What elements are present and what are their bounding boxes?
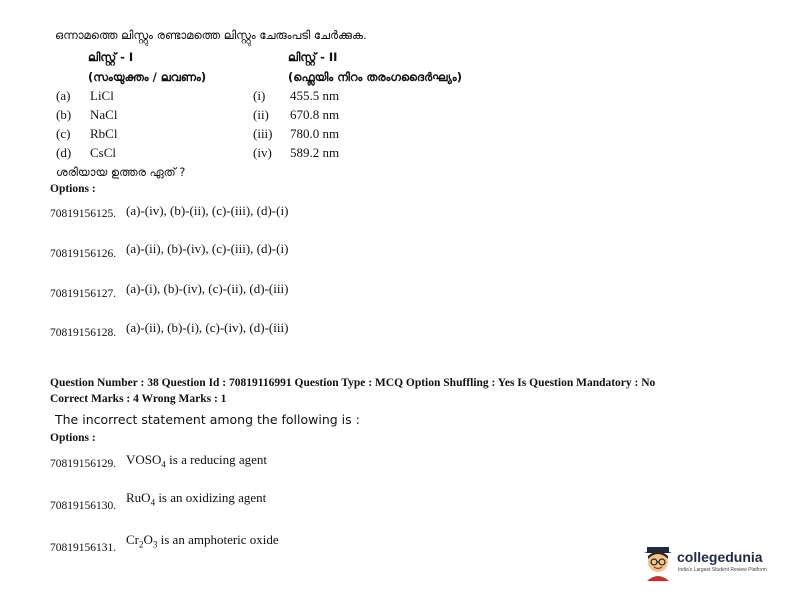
q2-option-1-id: 70819156129. [50,458,117,470]
q1-option-1-text[interactable]: (a)-(iv), (b)-(ii), (c)-(iii), (d)-(i) [126,203,289,218]
q1-instruction: ഒന്നാമത്തെ ലിസ്റ്റും രണ്ടാമത്തെ ലിസ്റ്റും ചേരുംപടി ചേർക്കുക. [55,28,367,42]
q1-option-2-id: 70819156126. [50,248,117,260]
formula-main: RuO [126,490,151,505]
formula-main: VOSO [126,452,162,467]
collegedunia-logo [641,545,791,581]
formula-subscript-2: 3 [152,539,158,550]
logo-name: collegedunia [677,549,763,565]
list1-title: ലിസ്റ്റ് - I [88,50,134,64]
row-b-label: (b) [56,107,72,122]
row-b-compound: NaCl [90,107,118,122]
row-d-roman: (iv) [253,145,272,160]
row-c-compound: RbCl [90,126,118,141]
q2-option-1-text[interactable] [126,452,267,470]
option-statement: is an oxidizing agent [155,490,267,505]
list1-subtitle: (സംയുക്തം / ലവണം) [88,70,207,84]
q2-option-3-text[interactable] [126,532,279,550]
q1-prompt: ശരിയായ ഉത്തര ഏത് ? [56,165,186,179]
row-d-wavelength: 589.2 nm [290,145,340,160]
option-statement: is an amphoteric oxide [157,532,279,547]
row-c-wavelength: 780.0 nm [290,126,340,141]
row-c-roman: (iii) [253,126,273,141]
option-statement: is a reducing agent [165,452,267,467]
q2-option-2-id: 70819156130. [50,500,117,512]
row-a-compound: LiCl [90,88,114,103]
q2-meta-line1: Question Number : 38 Question Id : 70819116991 Question Type : MCQ Option Shuffling : Yes Is Question Mandatory : No [50,377,656,389]
row-b-wavelength: 670.8 nm [290,107,340,122]
row-a-roman: (i) [253,88,266,103]
q1-option-4-id: 70819156128. [50,327,117,339]
q1-option-4-text[interactable]: (a)-(ii), (b)-(i), (c)-(iv), (d)-(iii) [126,320,289,335]
q2-options-label: Options : [50,432,96,444]
q1-option-3-id: 70819156127. [50,288,117,300]
q2-meta-line2: Correct Marks : 4 Wrong Marks : 1 [50,393,227,405]
row-d-label: (d) [56,145,72,160]
list2-title: ലിസ്റ്റ് - II [288,50,338,64]
formula-subscript: 4 [161,459,166,470]
formula-main: Cr [126,532,139,547]
formula-main-2: O [143,532,153,547]
formula-subscript: 2 [139,539,144,550]
formula-subscript: 4 [150,497,156,508]
row-a-wavelength: 455.5 nm [290,88,340,103]
list2-subtitle: (ഫ്ലെയിം നിറം തരംഗദൈർഘ്യം) [288,70,462,84]
q1-options-label: Options : [50,183,96,195]
row-a-label: (a) [56,88,71,103]
q1-option-2-text[interactable]: (a)-(ii), (b)-(iv), (c)-(iii), (d)-(i) [126,241,289,256]
q2-option-3-id: 70819156131. [50,542,117,554]
q2-option-2-text[interactable] [126,490,266,508]
row-b-roman: (ii) [253,107,269,122]
q1-option-3-text[interactable]: (a)-(i), (b)-(iv), (c)-(ii), (d)-(iii) [126,281,289,296]
q2-stem: The incorrect statement among the following is : [55,412,360,427]
row-c-label: (c) [56,126,71,141]
q1-option-1-id: 70819156125. [50,208,117,220]
row-d-compound: CsCl [90,145,117,160]
mascot-icon [641,545,675,581]
logo-tagline: India's Largest Student Review Platform [678,567,767,573]
